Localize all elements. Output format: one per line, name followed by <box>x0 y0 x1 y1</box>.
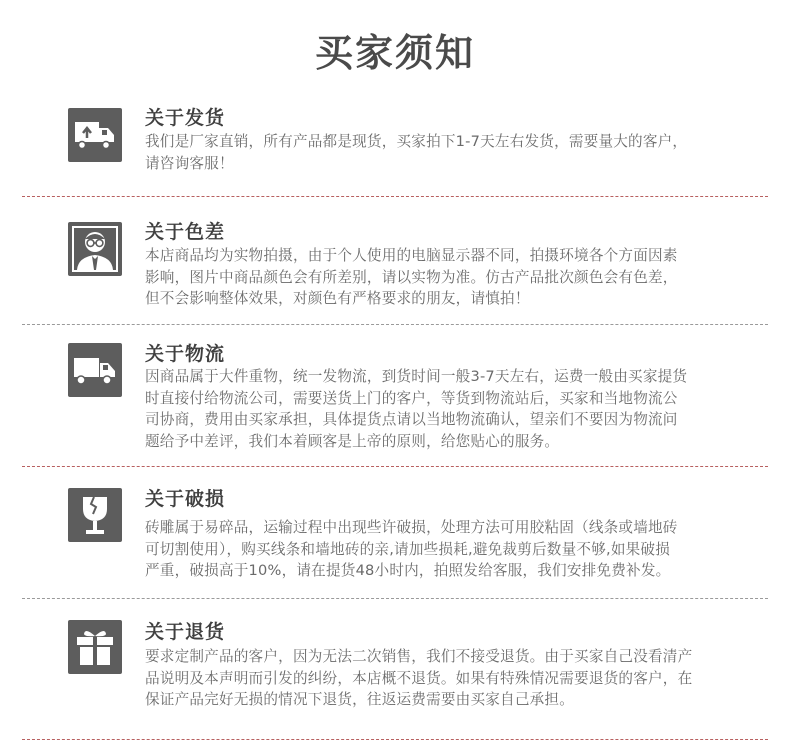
body-line: 严重，破损高于10%，请在提货48小时内，拍照发给客服，我们安排免费补发。 <box>145 562 671 579</box>
body-line: 因商品属于大件重物，统一发物流，到货时间一般3-7天左右，运费一般由买家提货 <box>145 368 688 385</box>
section-body <box>145 366 755 452</box>
section-heading: 关于发货 <box>145 107 226 129</box>
body-line: 司协商，费用由买家承担，具体提货点请以当地物流确认，望亲们不要因为物流问 <box>145 411 678 428</box>
fragile-glass-icon <box>68 488 122 542</box>
body-line: 品说明及本声明而引发的纠纷，本店概不退货。如果有特殊情况需要退货的客户，在 <box>145 669 693 687</box>
body-line: 砖雕属于易碎品，运输过程中出现些许破损，处理方法可用胶粘固（线条或墙地砖 <box>145 519 678 536</box>
divider <box>22 598 768 599</box>
body-line: 要求定制产品的客户，因为无法二次销售，我们不接受退货。由于买家自己没看清产 <box>145 648 693 665</box>
body-line: 保证产品完好无损的情况下退货，往返运费需要由买家自己承担。 <box>145 691 575 708</box>
section-heading: 关于退货 <box>145 621 226 643</box>
section-body <box>145 245 755 310</box>
body-line: 我们是厂家直销，所有产品都是现货，买家拍下1-7天左右发货，需要量大的客户， <box>145 133 688 150</box>
section-body <box>145 517 755 582</box>
section-body <box>145 131 755 174</box>
divider <box>22 739 768 740</box>
truck-upload-icon <box>68 108 122 162</box>
gift-box-icon <box>68 620 122 674</box>
body-line: 可切割使用），购买线条和墙地砖的亲,请加些损耗,避免裁剪后数量不够,如果破损 <box>145 540 671 558</box>
body-line: 影响，图片中商品颜色会有所差别，请以实物为准。仿古产品批次颜色会有色差， <box>145 268 678 286</box>
section-heading: 关于破损 <box>145 488 226 510</box>
body-line: 本店商品均为实物拍摄，由于个人使用的电脑显示器不同，拍摄环境各个方面因素 <box>145 247 678 264</box>
divider <box>22 466 768 467</box>
section-heading: 关于物流 <box>145 343 226 365</box>
body-line: 时直接付给物流公司，需要送货上门的客户，等货到物流站后，买家和当地物流公 <box>145 389 678 407</box>
section-body <box>145 646 755 711</box>
delivery-truck-icon <box>68 343 122 397</box>
section-heading: 关于色差 <box>145 221 226 243</box>
body-line: 但不会影响整体效果，对颜色有严格要求的朋友，请慎拍！ <box>145 290 530 307</box>
divider <box>22 324 768 325</box>
page-title: 买家须知 <box>314 31 475 75</box>
divider <box>22 196 768 197</box>
person-glasses-icon <box>68 222 122 276</box>
body-line: 题给予中差评，我们本着顾客是上帝的原则，给您贴心的服务。 <box>145 432 560 450</box>
body-line: 请咨询客服！ <box>145 154 234 172</box>
